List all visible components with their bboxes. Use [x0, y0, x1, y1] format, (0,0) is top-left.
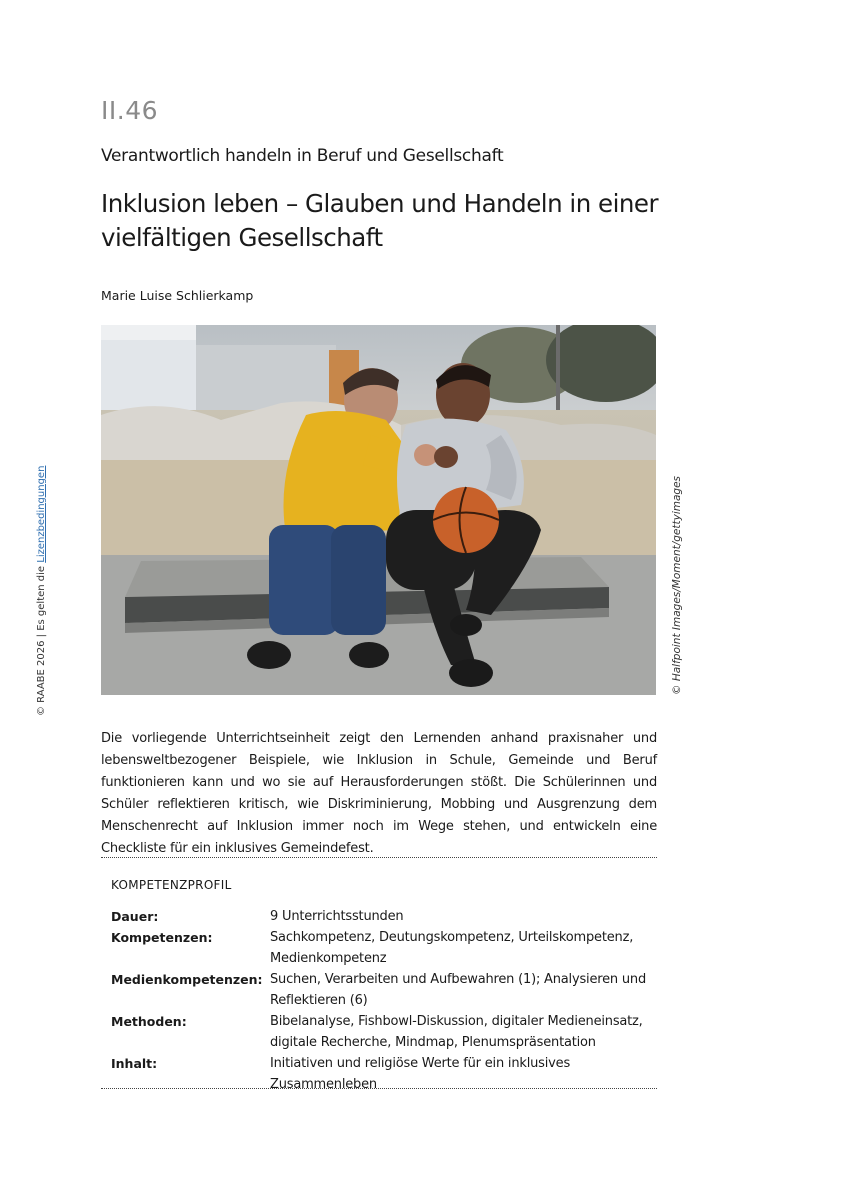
profile-label: Kompetenzen:: [111, 930, 213, 945]
unit-code: II.46: [101, 96, 159, 125]
cover-photo: [101, 325, 656, 695]
profile-label: Medienkompetenzen:: [111, 972, 263, 987]
profile-label: Methoden:: [111, 1014, 187, 1029]
profile-value: Suchen, Verarbeiten und Aufbewahren (1); Analysieren und Reflektieren (6): [270, 972, 647, 1008]
profile-heading: KOMPETENZPROFIL: [111, 878, 232, 892]
author-name: Marie Luise Schlierkamp: [101, 288, 254, 303]
copyright-text: © RAABE 2026 | Es gelten die: [36, 562, 47, 716]
profile-label: Dauer:: [111, 909, 159, 924]
profile-row: [111, 927, 656, 969]
profile-top-divider: [101, 857, 657, 858]
intro-paragraph: Die vorliegende Unterrichtseinheit zeigt den Lernenden anhand praxisnaher und lebensweltbezogener Beispiele, wie Inklusion in Schule, Gemeinde und Beruf funktionieren kann und wo sie auf Herausforderungen stößt. Die Schülerinnen und Schüler reflektieren kritisch, wie Diskriminierung, Mobbing und Ausgrenzung dem Menschenrecht auf Inklusion immer noch im Wege stehen, und entwickeln eine Checkliste für ein inklusives Gemeindefest.: [101, 731, 657, 856]
series-title: Verantwortlich handeln in Beruf und Gesellschaft: [101, 146, 504, 166]
profile-value: Sachkompetenz, Deutungskompetenz, Urteilskompetenz, Medienkompetenz: [270, 930, 634, 966]
profile-row: [111, 1011, 656, 1053]
license-link[interactable]: Lizenzbedingungen: [36, 465, 47, 563]
competence-profile-table: [111, 906, 656, 1095]
copyright-sidebar: [36, 466, 47, 716]
profile-bottom-divider: [101, 1088, 657, 1089]
profile-value: Bibelanalyse, Fishbowl-Diskussion, digitaler Medieneinsatz, digitale Recherche, Mindmap, Plenumspräsentation: [270, 1014, 643, 1050]
profile-value: Initiativen und religiöse Werte für ein inklusives Zusammenleben: [270, 1056, 571, 1092]
photo-credit: © Halfpoint Images/Moment/gettyimages: [671, 475, 683, 695]
profile-row: [111, 906, 656, 927]
profile-row: [111, 969, 656, 1011]
profile-label: Inhalt:: [111, 1056, 158, 1071]
title-line-1: Inklusion leben – Glauben und Handeln in einer: [101, 189, 659, 218]
profile-value: 9 Unterrichtsstunden: [270, 909, 404, 924]
title-line-2: vielfältigen Gesellschaft: [101, 223, 383, 252]
page-title: [101, 187, 701, 255]
